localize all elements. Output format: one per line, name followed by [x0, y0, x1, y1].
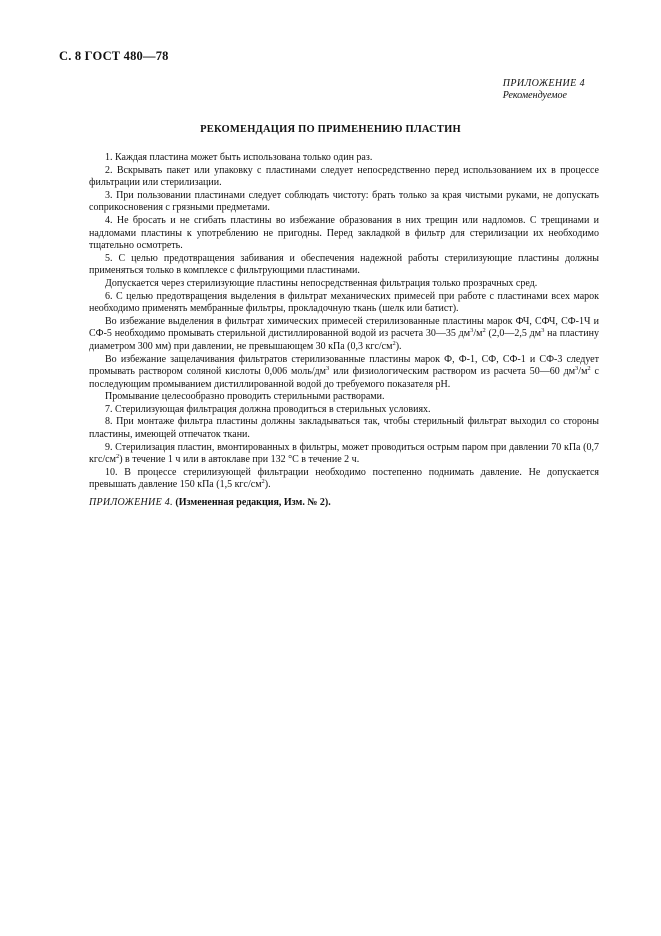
paragraph-9: 9. Стерилизация пластин, вмонтированных в фильтры, может проводиться острым паром при давлении 70 кПа (0,7 кгс/$см^2$) в течение 1 ч или в автоклаве при 132 °С в течение 2 ч. [89, 441, 599, 466]
paragraph-8: 8. При монтаже фильтра пластины должны закладываться так, чтобы стерильный фильтрат выходил со стороны пластины, имеющей отпечаток ткани. [89, 416, 599, 441]
paragraph-6-washing: Во избежание выделения в фильтрат химических примесей стерилизованные пластины марок ФЧ, СФЧ, СФ-1Ч и СФ-5 необходимо промывать стерильной дистиллированной водой из расчета 30—35 $дм^3/м^2$ (2,0—2,5 $дм^3$ на пластину диаметром 300 мм) при давлении, не превышающем 30 кПа (0,3 кгс/$см^2$). [89, 315, 599, 352]
paragraph-1: 1. Каждая пластина может быть использована только один раз. [105, 152, 373, 163]
paragraph-10: 10. В процессе стерилизующей фильтрации необходимо постепенно поднимать давление. Не допускается превышать давление 150 кПа (1,5 кгс/$см^2$). [89, 466, 599, 491]
appendix-label-block [503, 78, 585, 102]
paragraph-2: 2. Вскрывать пакет или упаковку с пластинами следует непосредственно перед использованием их в процессе фильтрации или стерилизации. [89, 164, 599, 189]
appendix-status: Рекомендуемое [502, 90, 567, 101]
paragraph-6-alkalization: Во избежание защелачивания фильтратов стерилизованные пластины марок Ф, Ф-1, СФ, СФ-1 и СФ-3 следует промывать раствором соляной кислоты 0,006 моль/$дм^3$ или физиологическим раствором из расчета 50—60 $дм^3/м^2$ с последующим промыванием дистиллированной водой до требуемого показателя рН. [89, 353, 599, 390]
revision-note-text: (Измененная редакция, Изм. № 2). [175, 497, 331, 508]
page-header: С. 8 ГОСТ 480—78 [59, 49, 169, 63]
paragraph-5: 5. С целью предотвращения забивания и обеспечения надежной работы стерилизующие пластины должны применяться только в комплексе с фильтрующими пластинами. [89, 252, 599, 277]
paragraph-7: 7. Стерилизующая фильтрация должна проводиться в стерильных условиях. [105, 403, 431, 415]
paragraph-6-sterile-solutions: Промывание целесообразно проводить стерильными растворами. [105, 391, 385, 403]
revision-note-label: ПРИЛОЖЕНИЕ 4. [89, 497, 173, 508]
revision-note [89, 497, 331, 508]
document-title: РЕКОМЕНДАЦИЯ ПО ПРИМЕНЕНИЮ ПЛАСТИН [200, 124, 461, 135]
recommendations-body [89, 152, 599, 492]
paragraph-4: 4. Не бросать и не сгибать пластины во избежание образования в них трещин или надломов. С трещинами и надломами пластины к употреблению не пригодны. Перед закладкой в фильтр для стерилизации их необходимо тщательно осмотреть. [89, 214, 599, 252]
paragraph-6: 6. С целью предотвращения выделения в фильтрат механических примесей при работе с пластинами всех марок необходимо применять мембранные фильтры, прокладочную ткань (шелк или батист). [89, 290, 599, 315]
paragraph-3: 3. При пользовании пластинами следует соблюдать чистоту: брать только за края чистыми руками, не допускать соприкосновения с грязными предметами. [89, 189, 599, 214]
appendix-number: ПРИЛОЖЕНИЕ 4 [502, 78, 585, 89]
paragraph-5-note: Допускается через стерилизующие пластины непосредственная фильтрация только прозрачных сред. [105, 277, 538, 289]
